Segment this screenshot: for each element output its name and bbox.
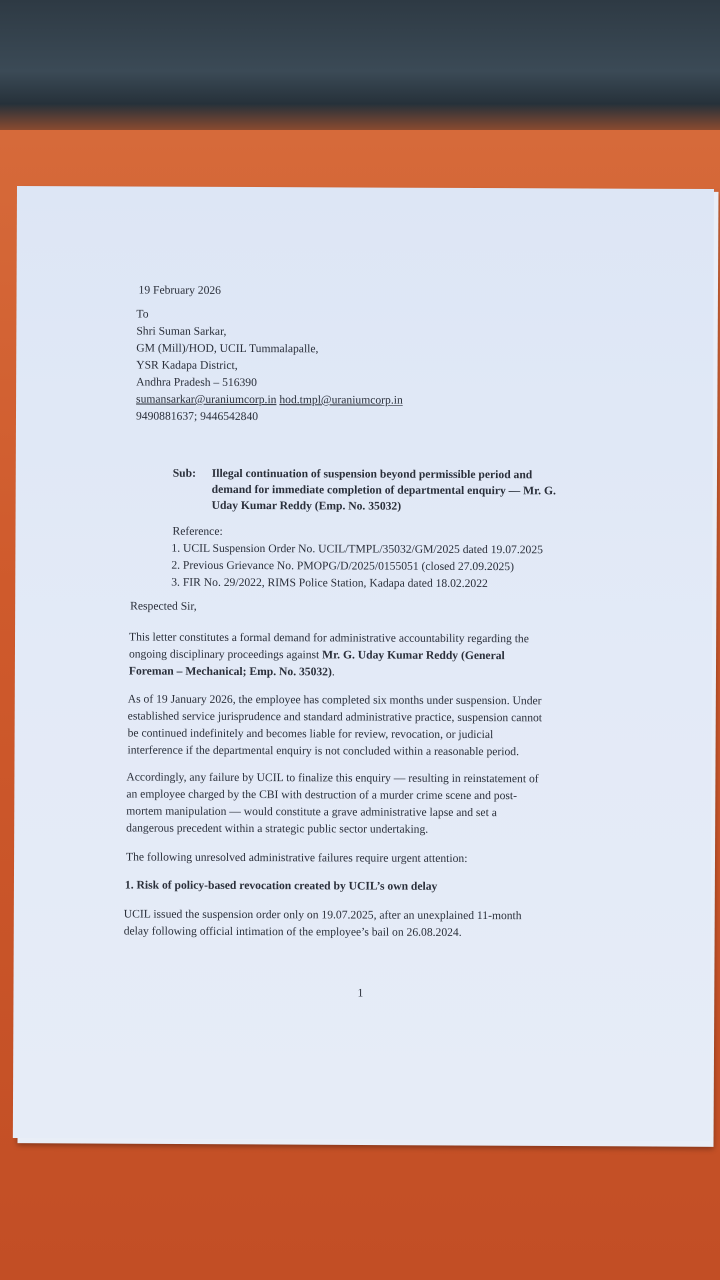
employee-designation: Foreman – Mechanical; Emp. No. 35032) — [128, 664, 332, 679]
email-link[interactable]: sumansarkar@uraniumcorp.in — [136, 392, 277, 407]
text: . — [331, 665, 335, 679]
subject-line: demand for immediate completion of departmental enquiry — Mr. G. — [211, 482, 556, 498]
section-heading: 1. Risk of policy-based revocation created by UCIL’s own delay — [124, 878, 438, 893]
recipient-line: Andhra Pradesh – 516390 — [136, 375, 257, 390]
paragraph-line: The following unresolved administrative failures require urgent attention: — [126, 850, 468, 865]
paragraph-line: delay following official intimation of the employee’s bail on 26.08.2024. — [123, 924, 462, 939]
paragraph-line: an employee charged by the CBI with destruction of a murder crime scene and post- — [126, 787, 518, 803]
subject-line: Uday Kumar Reddy (Emp. No. 35032) — [211, 498, 402, 513]
reference-item: 2. Previous Grievance No. PMOPG/D/2025/0155051 (closed 27.09.2025) — [171, 558, 515, 574]
reference-item: 3. FIR No. 29/2022, RIMS Police Station, Kadapa dated 18.02.2022 — [171, 575, 488, 591]
paragraph-line: Accordingly, any failure by UCIL to finalize this enquiry — resulting in reinstatement of — [126, 770, 539, 786]
recipient-line: GM (Mill)/HOD, UCIL Tummalapalle, — [136, 341, 319, 356]
employee-name: Mr. G. Uday Kumar Reddy (General — [322, 648, 505, 663]
subject-label: Sub: — [172, 466, 196, 480]
paragraph-line — [129, 664, 335, 679]
paragraph-line: UCIL issued the suspension order only on 19.07.2025, after an unexplained 11-month — [123, 907, 522, 923]
paragraph-line: mortem manipulation — would constitute a grave administrative lapse and set a — [126, 804, 497, 820]
paragraph-line: This letter constitutes a formal demand for administrative accountability regarding the — [129, 630, 529, 646]
car-roof-background — [0, 0, 720, 130]
email-link[interactable]: hod.tmpl@uraniumcorp.in — [279, 393, 403, 407]
recipient-line: Shri Suman Sarkar, — [136, 324, 227, 338]
paragraph-line: As of 19 January 2026, the employee has completed six months under suspension. Under — [127, 692, 542, 708]
reference-item: 1. UCIL Suspension Order No. UCIL/TMPL/35032/GM/2025 dated 19.07.2025 — [171, 541, 543, 557]
paragraph-line — [129, 647, 505, 663]
paragraph-line: be continued indefinitely and becomes liable for review, revocation, or judicial — [127, 726, 494, 742]
to-label: To — [136, 307, 149, 321]
letter-page — [13, 186, 714, 1141]
salutation: Respected Sir, — [130, 599, 197, 613]
paragraph-line: interference if the departmental enquiry is not concluded within a reasonable period. — [127, 743, 520, 759]
recipient-phones: 9490881637; 9446542840 — [135, 409, 259, 424]
paragraph-line: dangerous precedent within a strategic public sector undertaking. — [126, 821, 429, 836]
subject-line: Illegal continuation of suspension beyond permissible period and — [211, 466, 533, 482]
letter-date: 19 February 2026 — [138, 283, 222, 297]
page-number: 1 — [357, 986, 364, 1000]
paragraph-line: established service jurisprudence and standard administrative practice, suspension cannot — [127, 709, 543, 725]
recipient-line: YSR Kadapa District, — [136, 358, 238, 372]
recipient-emails — [136, 393, 403, 408]
reference-label: Reference: — [172, 524, 223, 538]
text: ongoing disciplinary proceedings against — [128, 647, 323, 662]
